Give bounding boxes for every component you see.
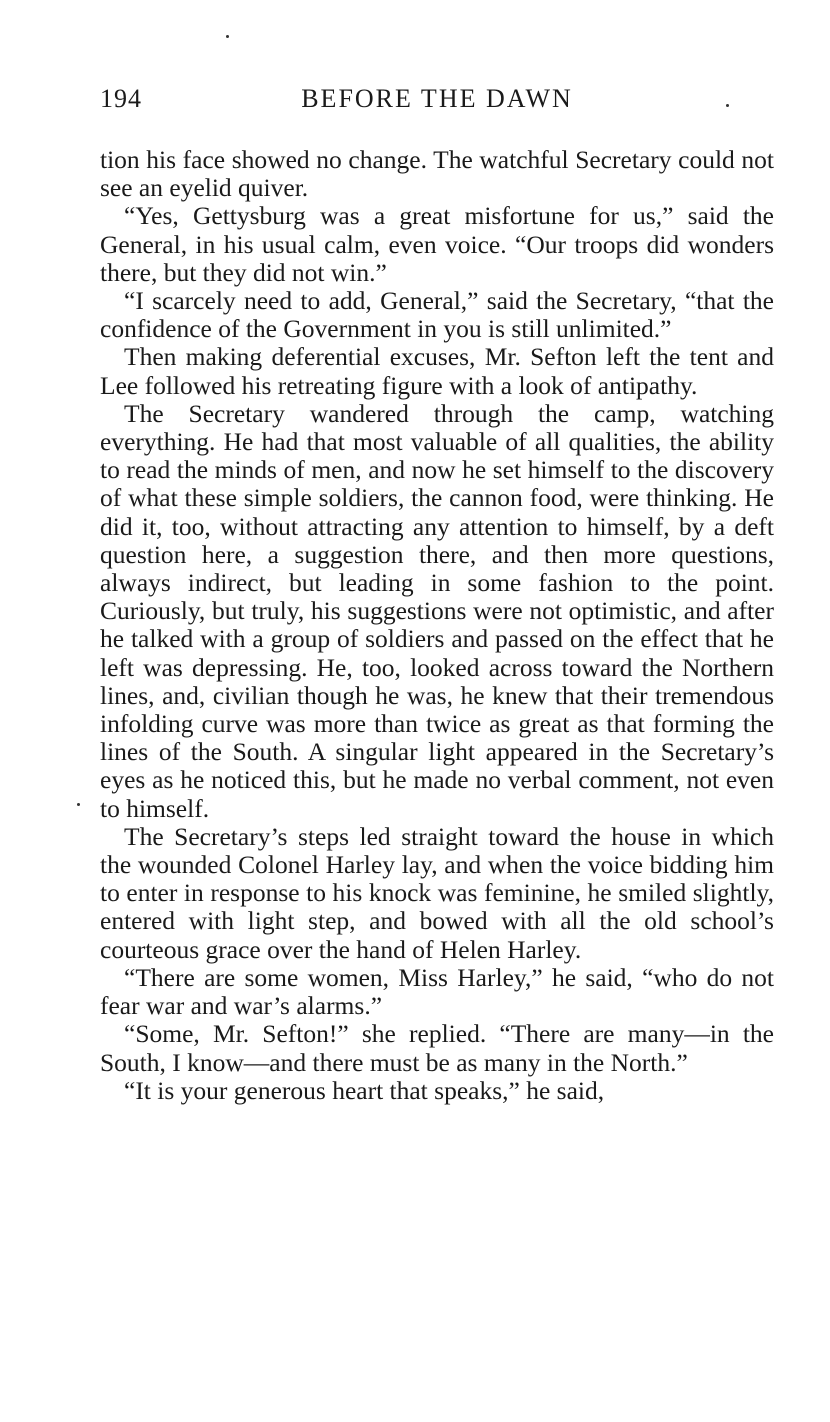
paragraph: “I scarcely need to add, General,” said the Secretary, “that the confidence of the Government in you is still unlimited.” <box>100 286 774 344</box>
paragraph: The Secretary’s steps led straight toward the house in which the wounded Colonel Harley lay, and when the voice bidding him to enter in response to his knock was feminine, he smiled slightly, entered with light step, and bowed with all the old school’s courteous grace over the hand of Helen Harley. <box>100 821 774 964</box>
page-number: 194 <box>100 84 142 113</box>
page-header <box>100 84 774 118</box>
paragraph: “Yes, Gettysburg was a great misfortune for us,” said the General, in his usual calm, even voice. “Our troops did wonders there, but they did not win.” <box>100 201 774 287</box>
body-text <box>100 146 774 1105</box>
ink-speck <box>226 35 229 38</box>
paragraph: “It is your generous heart that speaks,” he said, <box>124 1075 605 1105</box>
running-title: BEFORE THE DAWN <box>301 84 573 113</box>
paragraph: “There are some women, Miss Harley,” he said, “who do not fear war and war’s alarms.” <box>100 962 774 1021</box>
paragraph: Then making deferential excuses, Mr. Sefton left the tent and Lee followed his retreating figure with a look of antipathy. <box>100 342 774 400</box>
ink-speck <box>77 803 80 806</box>
paragraph: tion his face showed no change. The watchful Secretary could not see an eyelid quiver. <box>100 145 774 203</box>
paragraph: The Secretary wandered through the camp, watching everything. He had that most valuable of all qualities, the ability to read the minds of men, and now he set himself to the discovery of what these simple soldiers, the cannon food, were thinking. He did it, too, without attracting any attention to himself, by a deft question here, a suggestion there, and then more questions, always indirect, but leading in some fashion to the point. Curiously, but truly, his suggestions were not optimistic, and after he talked with a group of soldiers and passed on the effect that he left was depressing. He, too, looked across toward the Northern lines, and, civilian though he was, he knew that their tremendous infolding curve was more than twice as great as that forming the lines of the South. A singular light appeared in the Secretary’s eyes as he noticed this, but he made no verbal comment, not even to himself. <box>100 398 774 823</box>
paragraph: “Some, Mr. Sefton!” she replied. “There are many—in the South, I know—and there must be as many in the North.” <box>100 1019 774 1077</box>
